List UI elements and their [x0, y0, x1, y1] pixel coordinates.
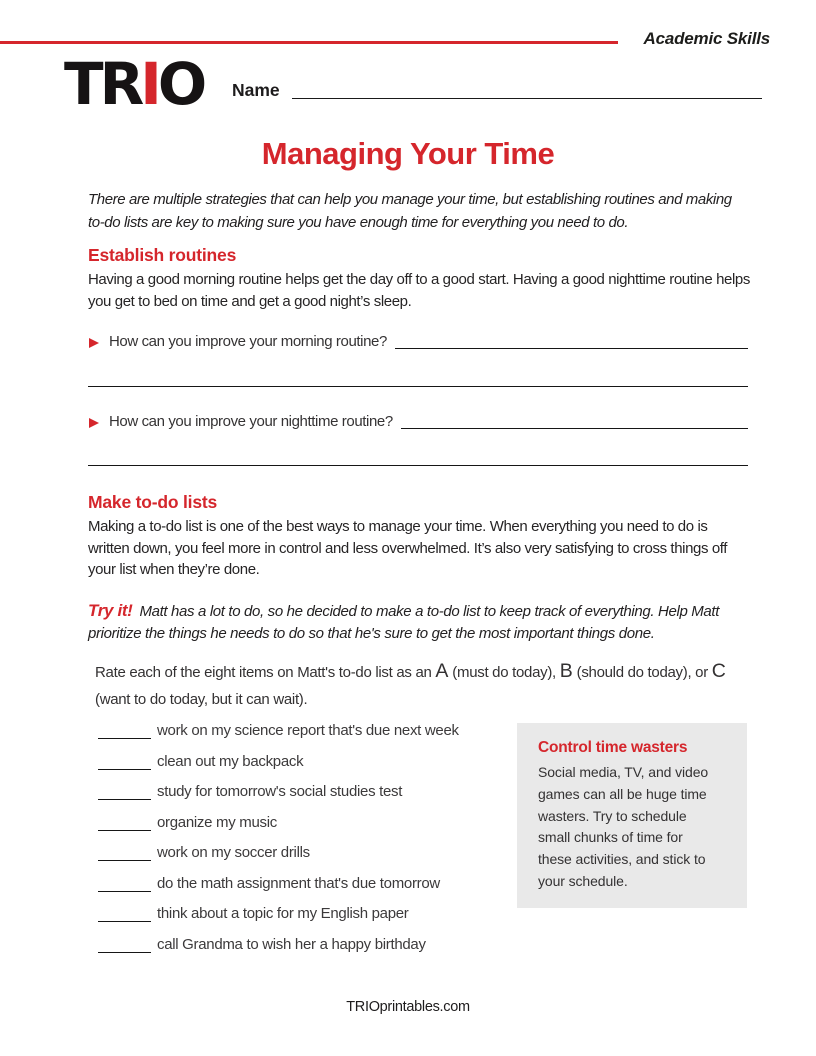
todo-heading: Make to-do lists — [88, 492, 218, 512]
todo-item-row — [98, 777, 518, 808]
todo-item-row — [98, 716, 518, 747]
logo-text-tr: TR — [64, 50, 141, 118]
callout-body: Social media, TV, and video games can all be huge time wasters. Try to schedule small chunks of time for these activities, and stick to your schedule. — [538, 764, 709, 889]
rate-part2: (must do today), — [448, 664, 560, 681]
morning-answer-line-2[interactable] — [88, 386, 748, 387]
grade-a-label: A — [435, 660, 449, 682]
routines-body: Having a good morning routine helps get the day off to a good start. Having a good nighttime routine helps you get to bed on time and get a good night’s sleep. — [88, 271, 750, 310]
todo-item-row — [98, 808, 518, 839]
try-it-section — [88, 600, 760, 645]
try-it-label: Try it! — [88, 601, 133, 620]
trio-logo — [64, 50, 204, 118]
name-input-line[interactable] — [292, 98, 762, 99]
category-label: Academic Skills — [643, 29, 770, 48]
todo-item-text: clean out my backpack — [157, 752, 304, 770]
bullet-triangle-icon — [89, 418, 99, 428]
todo-item-text: work on my soccer drills — [157, 844, 310, 861]
rate-instructions — [95, 658, 740, 713]
nighttime-answer-line-2[interactable] — [88, 465, 748, 466]
intro-text: There are multiple strategies that can help you manage your time, but establishing routines and making to-do lists are key to making sure you have enough time for everything you need to do. — [88, 191, 732, 231]
nighttime-answer-line[interactable] — [401, 428, 748, 429]
todo-item-text: work on my science report that's due next week — [157, 722, 459, 739]
todo-item-row — [98, 930, 518, 961]
footer-url: TRIOprintables.com — [346, 999, 470, 1015]
header-rule — [0, 41, 618, 44]
rating-blank[interactable] — [98, 873, 151, 892]
todo-item-row — [98, 838, 518, 869]
todo-item-row — [98, 899, 518, 930]
logo-text-i: I — [140, 50, 158, 118]
todo-item-text: think about a topic for my English paper — [157, 905, 409, 922]
todo-item-text: organize my music — [157, 813, 277, 831]
rate-part3: (should do today), or — [572, 664, 712, 681]
rating-blank[interactable] — [98, 751, 151, 770]
nighttime-question-text: How can you improve your nighttime routine? — [109, 413, 393, 430]
time-wasters-callout — [517, 723, 747, 908]
todo-item-row — [98, 869, 518, 900]
todo-item-text: call Grandma to wish her a happy birthday — [157, 935, 426, 953]
rating-blank[interactable] — [98, 903, 151, 922]
callout-heading: Control time wasters — [538, 739, 688, 756]
name-field-row — [232, 78, 762, 102]
rating-blank[interactable] — [98, 812, 151, 831]
todo-body: Making a to-do list is one of the best ways to manage your time. When everything you need to do is written down, you feel more in control and less overwhelmed. It’s also very satisfying to cross things off your list when they’re done. — [88, 518, 728, 578]
rating-blank[interactable] — [98, 720, 151, 739]
routines-heading: Establish routines — [88, 245, 237, 265]
name-label: Name — [232, 80, 280, 100]
morning-routine-question — [88, 331, 748, 352]
rate-part4: (want to do today, but it can wait). — [95, 691, 308, 708]
nighttime-routine-question — [88, 411, 748, 432]
rating-blank[interactable] — [98, 781, 151, 800]
grade-b-label: B — [559, 660, 573, 682]
logo-text-o: O — [157, 50, 204, 118]
rating-blank[interactable] — [98, 934, 151, 953]
todo-item-row — [98, 747, 518, 778]
rate-part1: Rate each of the eight items on Matt's to-do list as an — [95, 664, 436, 681]
rating-blank[interactable] — [98, 842, 151, 861]
morning-answer-line[interactable] — [395, 348, 748, 349]
todo-item-text: study for tomorrow's social studies test — [157, 783, 403, 800]
try-it-prompt: Matt has a lot to do, so he decided to make a to-do list to keep track of everything. Help Matt prioritize the things he needs to do so that he's sure to get the most important things done. — [88, 603, 720, 642]
todo-list — [98, 716, 518, 960]
page-title: Managing Your Time — [261, 136, 555, 171]
bullet-triangle-icon — [89, 338, 99, 348]
todo-item-text: do the math assignment that's due tomorrow — [157, 874, 440, 892]
morning-question-text: How can you improve your morning routine? — [109, 333, 387, 350]
grade-c-label: C — [711, 660, 726, 682]
